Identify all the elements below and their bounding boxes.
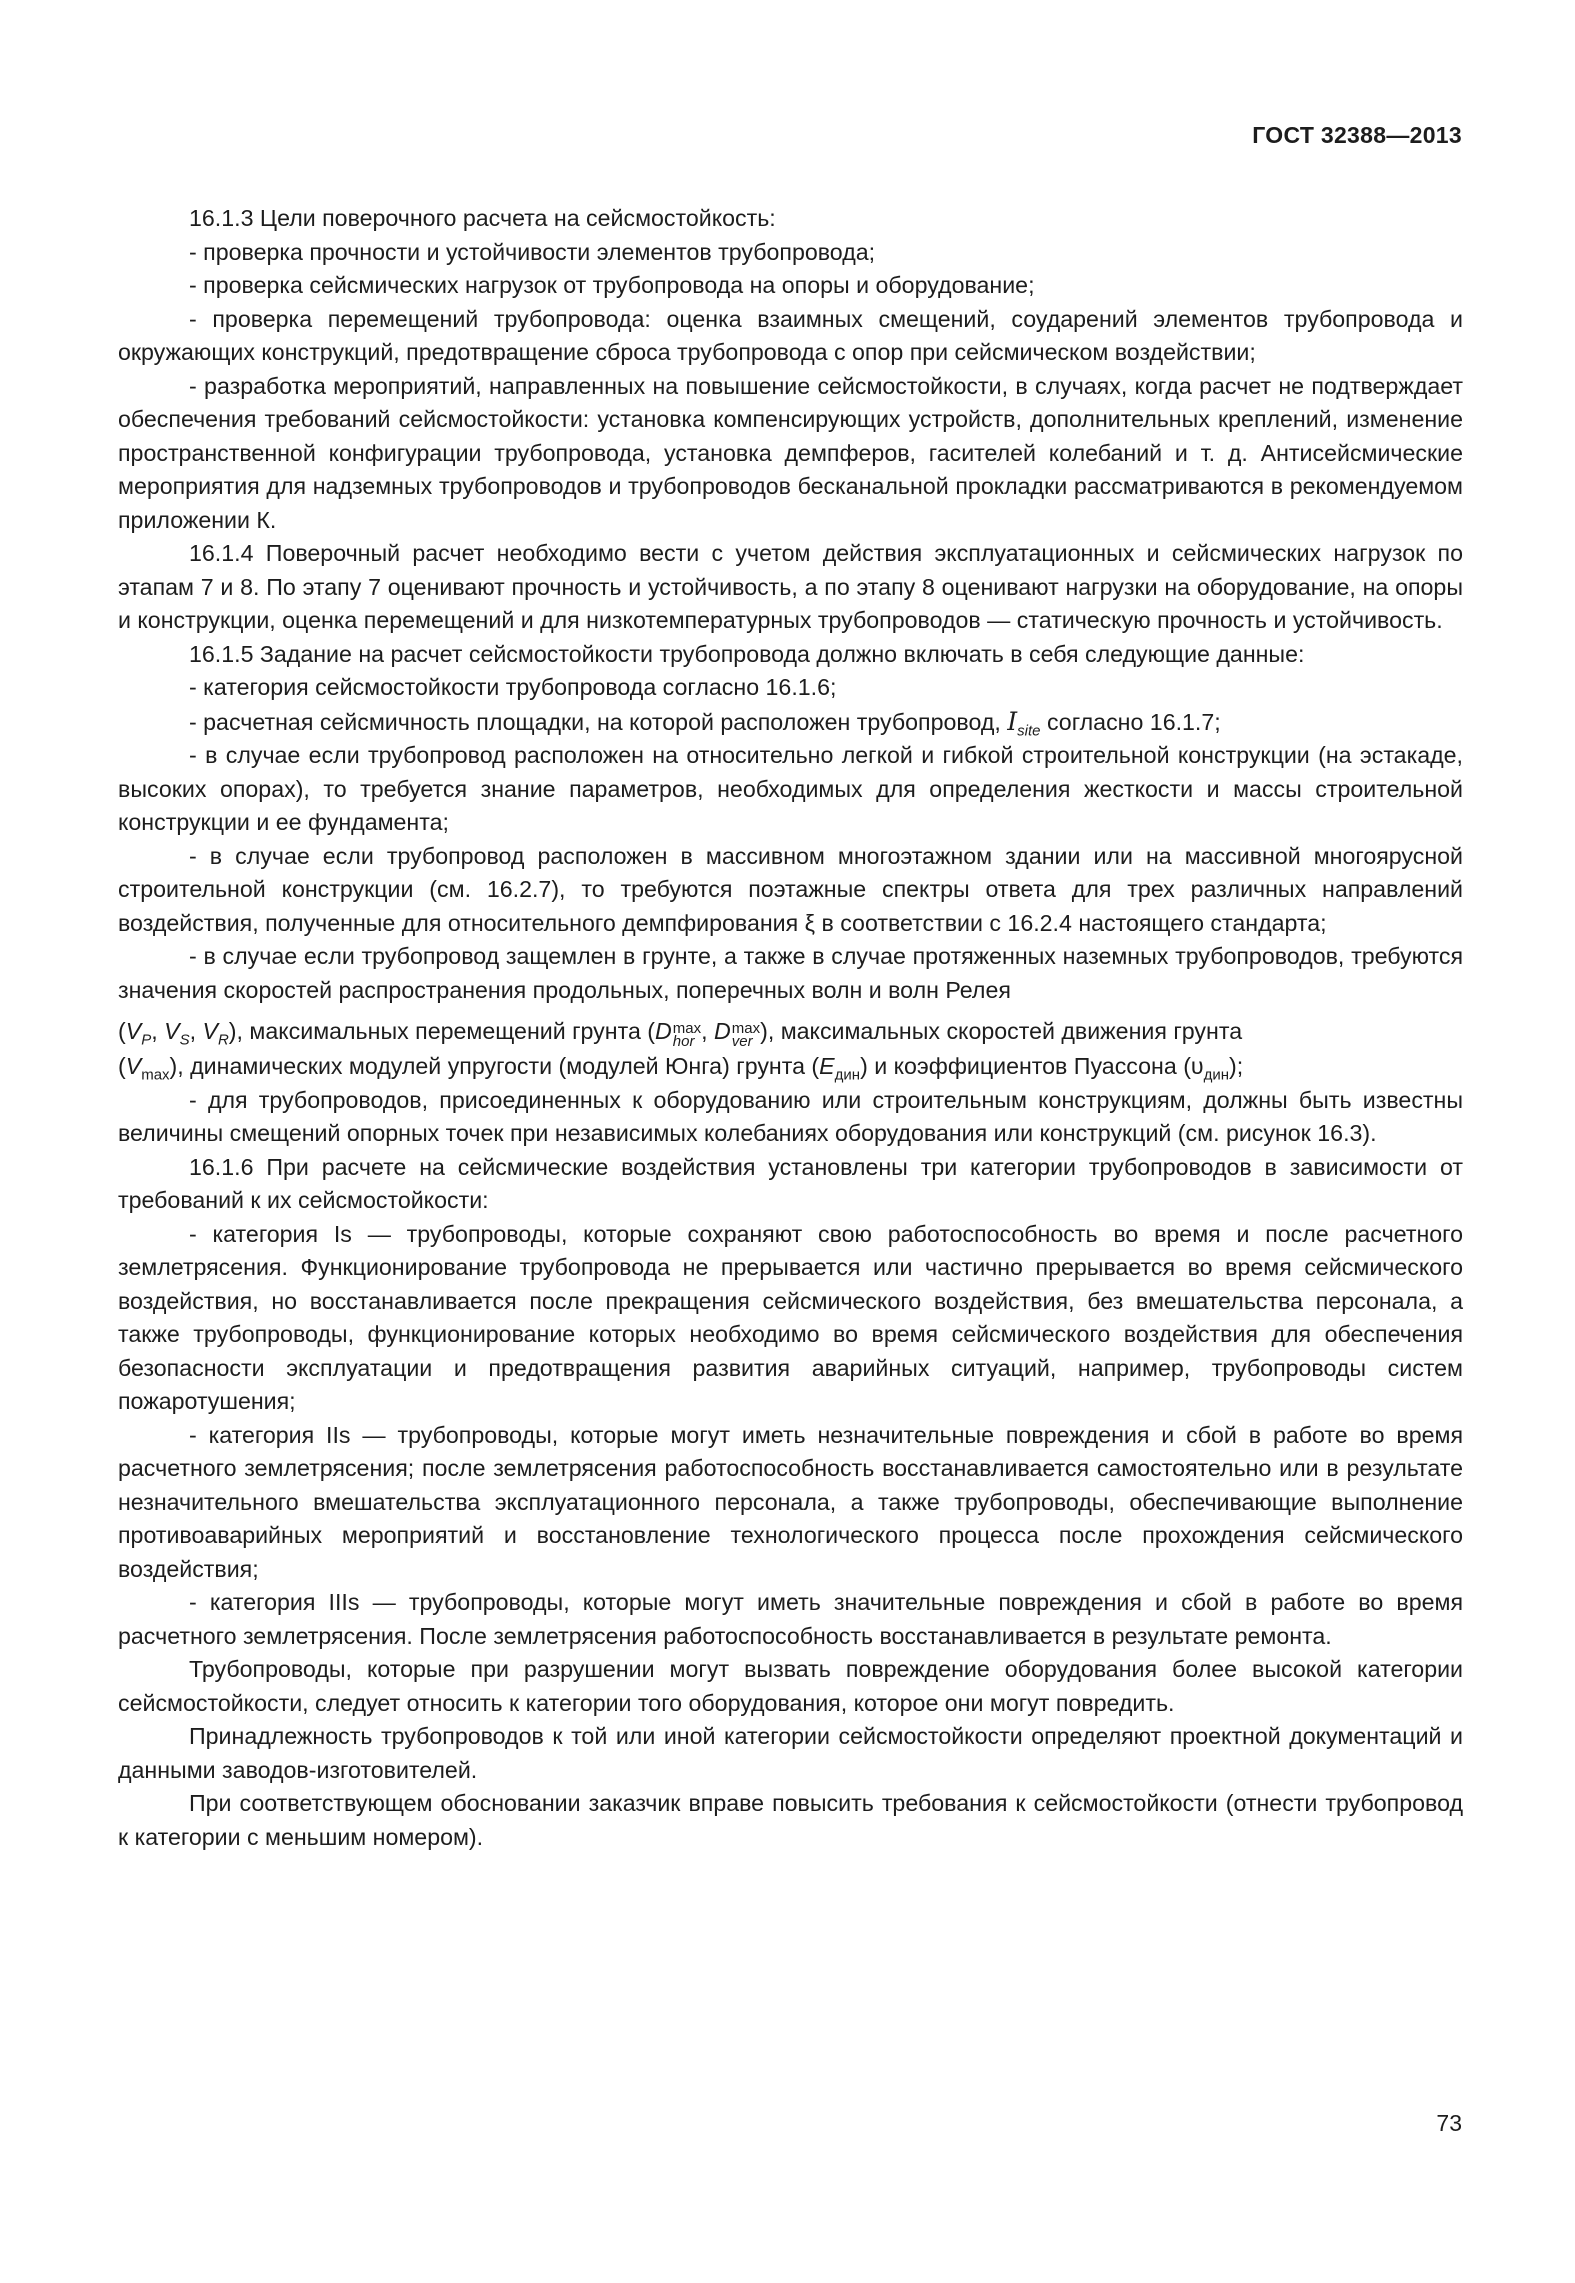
text-run: ( — [118, 1018, 126, 1044]
text-run: , — [151, 1018, 165, 1044]
text-run: ( — [118, 1053, 126, 1079]
subscript: ver — [731, 1033, 753, 1050]
standard-designation: ГОСТ 32388—2013 — [1252, 122, 1462, 148]
text-run: ) и коэффициентов Пуассона (υ — [860, 1053, 1204, 1079]
clause-16-1-6-heading: 16.1.6 При расчете на сейсмические воздействия установлены три категории трубопроводов в зависимости от требований к их сейсмостойкости: — [118, 1153, 1463, 1213]
subscript: дин — [834, 1066, 861, 1084]
list-item: - категория IIs — трубопроводы, которые могут иметь незначительные повреждения и сбой в работе во время расчетного землетрясения; после землетрясения работоспособность восстанавливается самостоятельно или в результате незначительного вмешательства эксплуатационного персонала, а также трубопроводы, обеспечивающие выполнение противоаварийных мероприятий и восстановление технологического процесса после прохождения сейсмического воздействия; — [118, 1421, 1463, 1582]
superscript: max — [731, 1020, 761, 1037]
page-number: 73 — [1436, 2110, 1462, 2136]
formula-line — [118, 1050, 1463, 1084]
text-run: согласно 16.1.7; — [1040, 708, 1221, 735]
formula-line — [118, 1013, 1463, 1050]
list-item: - категория IIIs — трубопроводы, которые могут иметь значительные повреждения и сбой в работе во время расчетного землетрясения. После землетрясения работоспособность восстанавливается в результате ремонта. — [118, 1589, 1463, 1649]
list-item: - для трубопроводов, присоединенных к оборудованию или строительным конструкциям, должны быть известны величины смещений опорных точек при независимых колебаниях оборудования или конструкций (см. рисунок 16.3). — [118, 1086, 1463, 1146]
list-item: - категория Is — трубопроводы, которые сохраняют свою работоспособность во время и после расчетного землетрясения. Функционирование трубопровода не прерывается или частично прерывается во время сейсмического воздействия, но восстанавливается после прекращения сейсмического воздействия, без вмешательства персонала, а также трубопроводы, функционирование которых необходимо во время сейсмического воздействия для обеспечения безопасности эксплуатации и предотвращения развития аварийных ситуаций, например, трубопроводы систем пожаротушения; — [118, 1220, 1463, 1414]
subscript: P — [141, 1031, 152, 1049]
text-run: ), максимальных перемещений грунта ( — [228, 1018, 656, 1044]
paragraph: При соответствующем обосновании заказчик вправе повысить требования к сейсмостойкости (отнести трубопровод к категории с меньшим номером). — [118, 1790, 1463, 1850]
list-item: - в случае если трубопровод защемлен в грунте, а также в случае протяженных наземных трубопроводов, требуются значения скоростей распространения продольных, поперечных волн и волн Релея — [118, 943, 1463, 1003]
text-run: - расчетная сейсмичность площадки, на которой расположен трубопровод, — [189, 708, 1008, 735]
clause-16-1-4: 16.1.4 Поверочный расчет необходимо вести с учетом действия эксплуатационных и сейсмических нагрузок по этапам 7 и 8. По этапу 7 оценивают прочность и устойчивость, а по этапу 8 оценивают нагрузки на оборудование, на опоры и конструкции, оценка перемещений и для низкотемпературных трубопроводов — статическую прочность и устойчивость. — [118, 540, 1463, 633]
variable: D — [655, 1018, 672, 1044]
list-item: - в случае если трубопровод расположен в массивном многоэтажном здании или на массивной многоярусной строительной конструкции (см. 16.2.7), то требуются поэтажные спектры ответа для трех различных направлений воздействия, полученные для относительного демпфирования ξ в соответствии с 16.2.4 настоящего стандарта; — [118, 842, 1463, 936]
variable: D — [714, 1018, 731, 1044]
paragraph: Трубопроводы, которые при разрушении могут вызвать повреждение оборудования более высокой категории сейсмостойкости, следует относить к категории того оборудования, которое они могут повредить. — [118, 1656, 1463, 1716]
sup-sub-pair — [732, 1022, 760, 1048]
superscript: max — [672, 1020, 702, 1037]
document-body — [118, 202, 1463, 1854]
subscript: site — [1017, 722, 1041, 740]
clause-16-1-3-heading: 16.1.3 Цели поверочного расчета на сейсмостойкость: — [189, 205, 776, 231]
list-item: - разработка мероприятий, направленных на повышение сейсмостойкости, в случаях, когда расчет не подтверждает обеспечения требований сейсмостойкости: установка компенсирующих устройств, дополнительных креплений, изменение пространственной конфигурации трубопровода, установка демпферов, гасителей колебаний и т. д. Антисейсмические мероприятия для надземных трубопроводов и трубопроводов бесканальной прокладки рассматриваются в рекомендуемом приложении К. — [118, 372, 1463, 533]
text-run: ), динамических модулей упругости (модулей Юнга) грунта ( — [169, 1053, 820, 1079]
variable: E — [819, 1053, 835, 1079]
subscript: дин — [1203, 1066, 1230, 1084]
subscript: max — [141, 1066, 170, 1084]
variable: V — [125, 1053, 142, 1079]
list-item: - проверка прочности и устойчивости элементов трубопровода; — [189, 238, 876, 265]
clause-16-1-5-heading: 16.1.5 Задание на расчет сейсмостойкости трубопровода должно включать в себя следующие данные: — [189, 640, 1305, 667]
subscript: R — [217, 1031, 229, 1049]
variable: V — [164, 1018, 180, 1044]
subscript: hor — [672, 1033, 695, 1050]
subscript: S — [179, 1031, 190, 1049]
list-item: - в случае если трубопровод расположен на относительно легкой и гибкой строительной конструкции (на эстакаде, высоких опорах), то требуется знание параметров, необходимых для определения жесткости и массы строительной конструкции и ее фундамента; — [118, 742, 1463, 835]
sup-sub-pair — [673, 1022, 701, 1048]
list-item: - проверка перемещений трубопровода: оценка взаимных смещений, соударений элементов трубопровода и окружающих конструкций, предотвращение сброса трубопровода с опор при сейсмическом воздействии; — [118, 305, 1463, 365]
variable: V — [125, 1018, 142, 1044]
list-item: - категория сейсмостойкости трубопровода согласно 16.1.6; — [189, 674, 837, 700]
site-intensity-symbol: I — [1007, 706, 1018, 736]
text-run: ), максимальных скоростей движения грунта — [760, 1018, 1243, 1044]
text-run: ); — [1229, 1053, 1244, 1079]
text-run: , — [189, 1018, 203, 1044]
paragraph: Принадлежность трубопроводов к той или иной категории сейсмостойкости определяют проектной документаций и данными заводов-изготовителей. — [118, 1723, 1463, 1783]
list-item: - проверка сейсмических нагрузок от трубопровода на опоры и оборудование; — [189, 272, 1035, 298]
text-run: , — [701, 1018, 714, 1044]
list-item — [118, 705, 1463, 740]
variable: V — [202, 1018, 218, 1044]
